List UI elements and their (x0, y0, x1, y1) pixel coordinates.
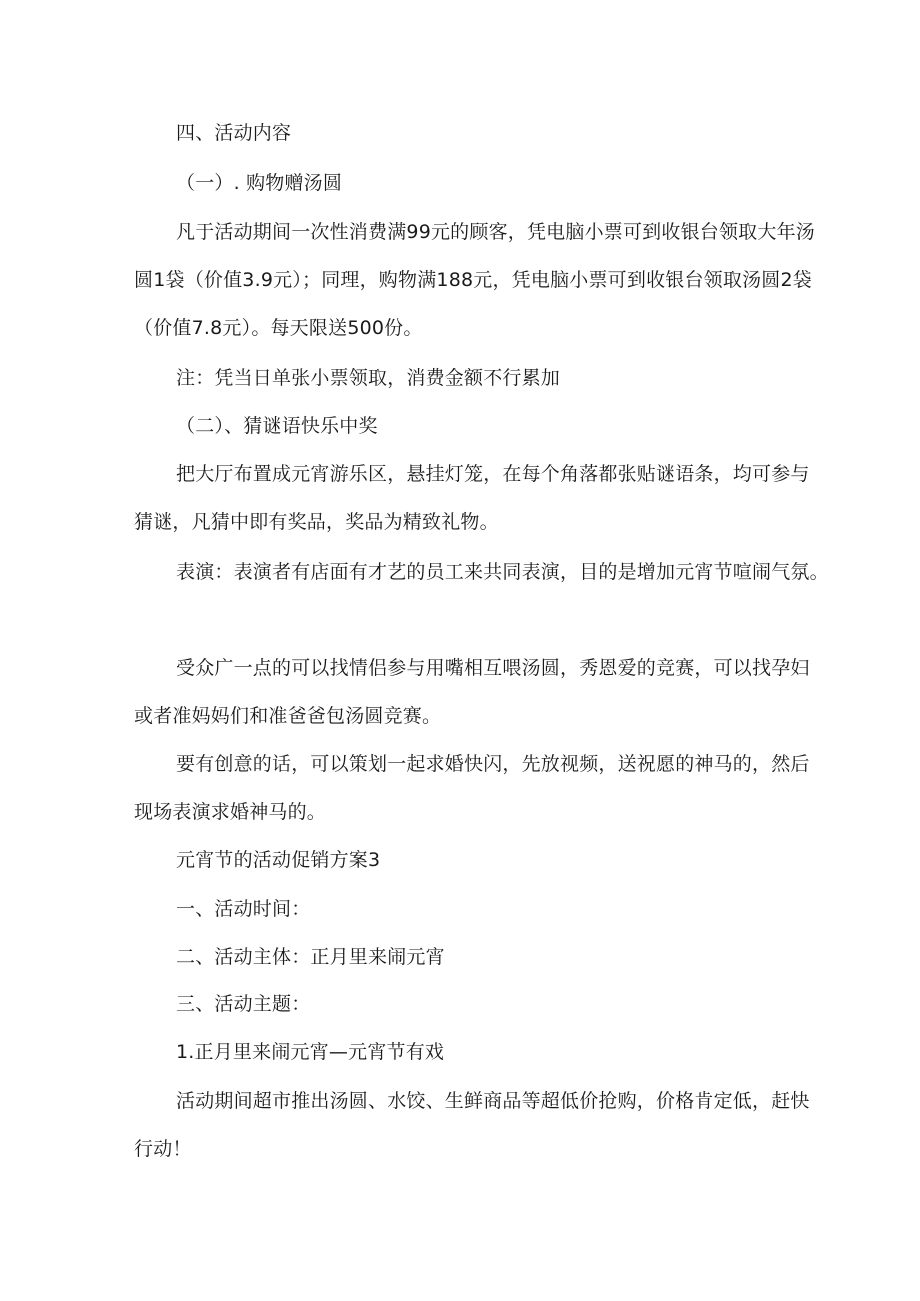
paragraph-line: 现场表演求婚神马的。 (134, 801, 327, 823)
item-activity-subject: 二、活动主体：正月里来闹元宵 (176, 946, 445, 968)
paragraph-line: 把大厅布置成元宵游乐区，悬挂灯笼，在每个角落都张贴谜语条，均可参与 (176, 463, 810, 485)
paragraph-line: 活动期间超市推出汤圆、水饺、生鲜商品等超低价抢购，价格肯定低，赶快 (176, 1090, 810, 1112)
subheading-riddle: （二）、猜谜语快乐中奖 (176, 415, 378, 437)
subheading-shopping-gift: （一）. 购物赠汤圆 (176, 172, 343, 194)
section-title-plan-3: 元宵节的活动促销方案3 (176, 849, 381, 871)
paragraph-line: 行动！ (134, 1138, 192, 1160)
paragraph-line: 要有创意的话，可以策划一起求婚快闪，先放视频，送祝愿的神马的，然后 (176, 753, 810, 775)
note-line: 注：凭当日单张小票领取，消费金额不行累加 (176, 367, 561, 389)
paragraph-line: 圆1袋（价值3.9元）；同理，购物满188元，凭电脑小票可到收银台领取汤圆2袋 (134, 269, 812, 291)
paragraph-line: （价值7.8元）。每天限送500份。 (134, 317, 423, 339)
theme-item-1: 1.正月里来闹元宵—元宵节有戏 (176, 1041, 445, 1063)
paragraph-line: 猜谜，凡猜中即有奖品，奖品为精致礼物。 (134, 511, 499, 533)
item-activity-theme: 三、活动主题： (176, 993, 311, 1015)
paragraph-line: 或者准妈妈们和准爸爸包汤圆竞赛。 (134, 705, 442, 727)
paragraph-line: 凡于活动期间一次性消费满99元的顾客，凭电脑小票可到收银台领取大年汤 (176, 221, 815, 243)
paragraph-line: 表演：表演者有店面有才艺的员工来共同表演，目的是增加元宵节喧闹气氛。 (176, 561, 829, 583)
section-heading-activity-content: 四、活动内容 (176, 122, 292, 144)
item-activity-time: 一、活动时间： (176, 898, 311, 920)
paragraph-line: 受众广一点的可以找情侣参与用嘴相互喂汤圆，秀恩爱的竞赛，可以找孕妇 (176, 657, 810, 679)
